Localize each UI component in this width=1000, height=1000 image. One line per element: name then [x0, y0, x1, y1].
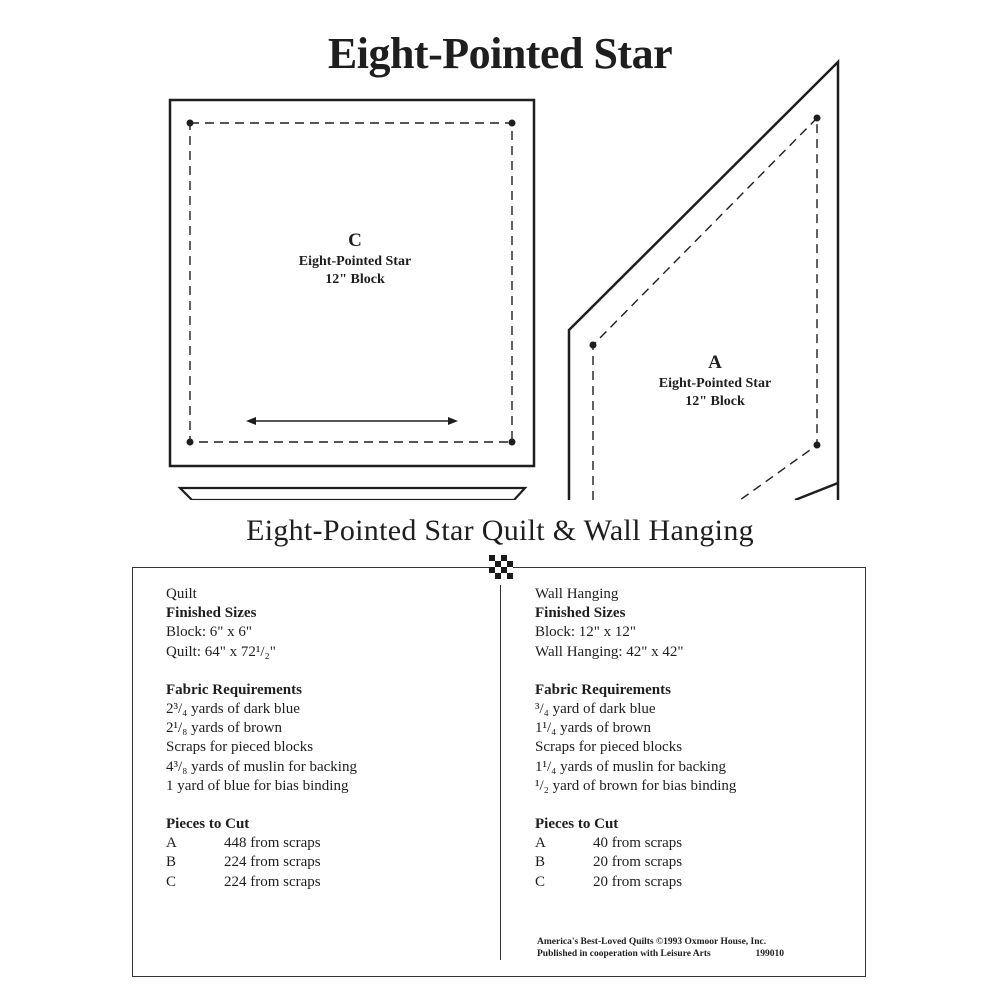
wall-fabric-item: 1¹/₄ yards of muslin for backing: [535, 758, 726, 775]
quilt-cut-row: [166, 834, 496, 853]
credit-code: 199010: [755, 949, 784, 959]
template-a-name: Eight-Pointed Star: [658, 376, 772, 391]
quilt-sizes-heading: Finished Sizes: [166, 605, 257, 622]
cut-piece: A: [535, 835, 546, 852]
template-c-corner-dot: [509, 439, 516, 446]
cut-piece: B: [166, 854, 177, 871]
credit-line: America's Best-Loved Quilts ©1993 Oxmoor House, Inc.: [537, 937, 767, 947]
credit-line: Published in cooperation with Leisure Arts: [537, 949, 711, 959]
wall-cut-heading: Pieces to Cut: [535, 816, 619, 833]
template-c-letter: C: [348, 230, 362, 251]
credit-row: [537, 948, 784, 960]
template-a-corner-dot: [814, 442, 821, 449]
column-divider: [500, 585, 501, 960]
template-c-corner-dot: [187, 439, 194, 446]
card-title: Eight-Pointed Star Quilt & Wall Hanging: [246, 514, 754, 547]
quilt-size-item: Block: 6" x 6": [166, 624, 252, 641]
quilt-heading: Quilt: [166, 586, 197, 602]
quilt-cut-row: [166, 873, 496, 892]
template-a-corner-dot: [590, 342, 597, 349]
quilt-fabric-item: 2¹/₈ yards of brown: [166, 720, 282, 737]
quilt-fabric-item: 2³/₄ yards of dark blue: [166, 701, 300, 718]
cut-amount: 224 from scraps: [224, 873, 321, 890]
wall-size-item: Wall Hanging: 42" x 42": [535, 643, 684, 660]
credit-block: [537, 936, 857, 960]
wall-cut-row: [535, 873, 865, 892]
cut-piece: C: [166, 873, 177, 890]
wall-size-item: Block: 12" x 12": [535, 624, 636, 641]
quilt-fabric-item: 4³/₈ yards of muslin for backing: [166, 758, 357, 775]
template-c-corner-dot: [509, 120, 516, 127]
cut-piece: C: [535, 873, 546, 890]
grain-arrow: [246, 417, 458, 425]
template-a-size: 12" Block: [685, 394, 745, 409]
wall-cut-row: [535, 834, 865, 853]
cut-piece: B: [535, 854, 546, 871]
cut-amount: 224 from scraps: [224, 854, 321, 871]
cut-amount: 20 from scraps: [593, 854, 683, 871]
wall-fabric-item: ¹/₂ yard of brown for bias binding: [535, 777, 737, 794]
template-c-name: Eight-Pointed Star: [298, 254, 412, 269]
cut-amount: 40 from scraps: [593, 835, 683, 852]
wall-cut-row: [535, 853, 865, 872]
quilt-fabric-heading: Fabric Requirements: [166, 681, 302, 698]
wall-fabric-item: Scraps for pieced blocks: [535, 739, 683, 756]
cut-piece: A: [166, 835, 177, 852]
template-b-edge: [180, 488, 525, 500]
quilt-size-item: Quilt: 64" x 72¹/₂": [166, 643, 276, 660]
quilt-column: [166, 585, 496, 892]
template-a-letter: A: [708, 352, 722, 373]
template-c-corner-dot: [187, 120, 194, 127]
page-title: Eight-Pointed Star: [327, 29, 673, 78]
cut-amount: 448 from scraps: [224, 835, 321, 852]
checkerboard-icon: [489, 555, 513, 579]
cut-amount: 20 from scraps: [593, 873, 683, 890]
wall-fabric-heading: Fabric Requirements: [535, 681, 671, 698]
template-a-corner-dot: [814, 115, 821, 122]
wall-sizes-heading: Finished Sizes: [535, 605, 626, 622]
template-c-size: 12" Block: [325, 272, 385, 287]
template-a-cut-line: [569, 62, 838, 500]
template-a: [569, 62, 838, 500]
quilt-fabric-item: Scraps for pieced blocks: [166, 739, 314, 756]
wall-heading: Wall Hanging: [535, 586, 619, 602]
wall-fabric-item: ³/₄ yard of dark blue: [535, 701, 656, 718]
template-a-lower-edge: [795, 483, 838, 500]
template-a-seam-line: [593, 118, 817, 500]
wall-fabric-item: 1¹/₄ yards of brown: [535, 720, 651, 737]
quilt-cut-heading: Pieces to Cut: [166, 816, 250, 833]
quilt-fabric-item: 1 yard of blue for bias binding: [166, 777, 349, 794]
quilt-cut-row: [166, 853, 496, 872]
template-c-label: [260, 229, 450, 289]
wall-hanging-column: [535, 585, 865, 892]
template-a-label: [620, 351, 810, 411]
